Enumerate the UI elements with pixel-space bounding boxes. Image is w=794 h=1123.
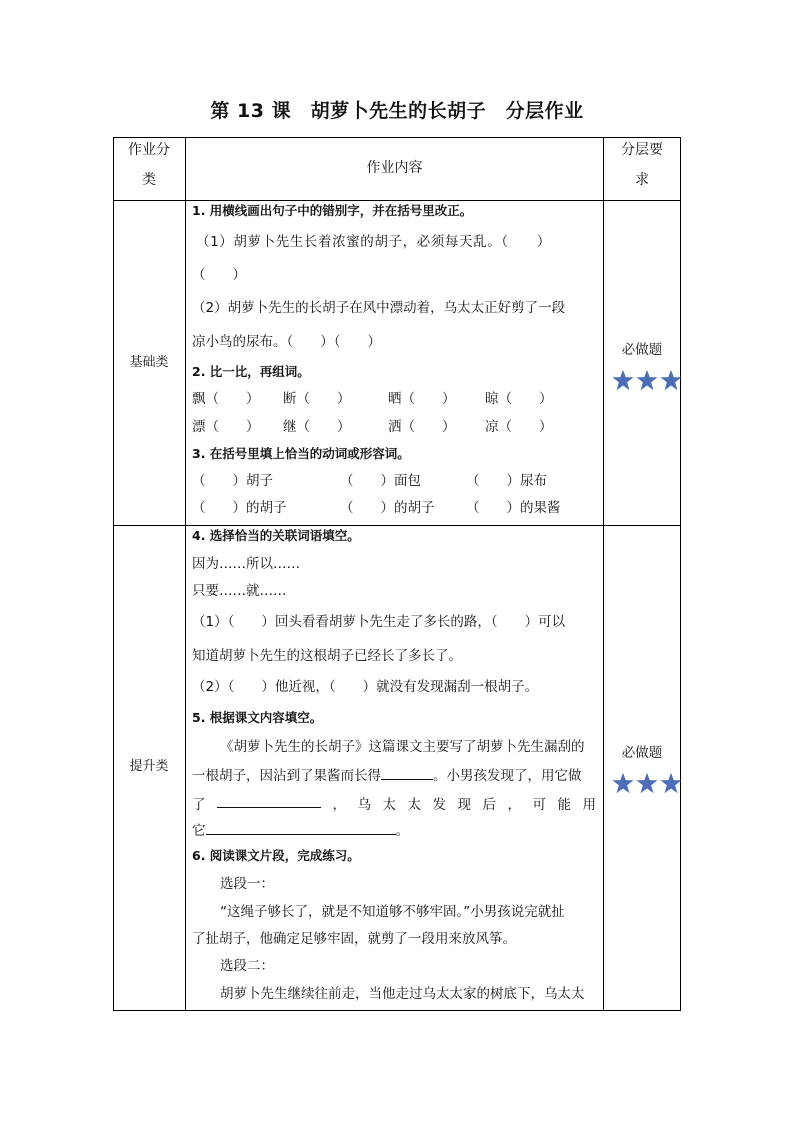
star-icon (660, 772, 682, 794)
header-col1-line1: 作业分 (128, 142, 170, 158)
fill-item: （ ）的胡子 (340, 500, 435, 516)
q1-sentence-1: （1）胡萝卜先生长着浓蜜的胡子，必须每天乱。（ ） (196, 234, 551, 250)
fill-blank[interactable] (206, 820, 396, 835)
excerpt-1-line-2: 了扯胡子，他确定足够牢固，就剪了一段用来放风筝。 (192, 931, 516, 947)
q5-char: 太 (382, 797, 396, 813)
q5-paragraph-line-3 (192, 793, 596, 813)
q5-char: 太 (407, 797, 421, 813)
q5-paragraph-line-2 (192, 765, 582, 785)
question-6: 6. 阅读课文片段，完成练习。 (192, 848, 360, 863)
q5-char: 它 (192, 823, 206, 839)
star-icon (636, 369, 658, 391)
question-4: 4. 选择恰当的关联词语填空。 (192, 528, 360, 543)
stars-advanced (612, 772, 684, 794)
compare-item: 晒（ ） (388, 391, 456, 407)
fill-item: （ ）尿布 (466, 473, 547, 489)
q5-char: 用 (582, 797, 596, 813)
excerpt-2-label: 选段二： (220, 958, 274, 974)
fill-item: （ ）胡子 (192, 473, 273, 489)
question-2: 2. 比一比，再组词。 (192, 364, 310, 379)
star-icon (660, 369, 682, 391)
star-icon (636, 772, 658, 794)
fill-item: （ ）的果酱 (466, 500, 561, 516)
header-col1 (113, 135, 185, 195)
header-col1-line2: 类 (142, 172, 156, 188)
category-advanced: 提升类 (129, 759, 169, 774)
star-icon (612, 369, 634, 391)
compare-item: 继（ ） (283, 419, 351, 435)
compare-item: 飘（ ） (192, 391, 260, 407)
q5-char: 发 (432, 797, 446, 813)
q5-char: ， (507, 797, 521, 813)
q4-sentence-1: （1）（ ）回头看看胡萝卜先生走了多长的路，（ ）可以 (192, 614, 566, 630)
category-basic: 基础类 (129, 355, 169, 370)
requirement-basic: 必做题 (621, 342, 663, 358)
q5-char: 乌 (357, 797, 371, 813)
q5-paragraph-line-4 (192, 820, 409, 840)
compare-item: 断（ ） (283, 391, 351, 407)
excerpt-2-line-1: 胡萝卜先生继续往前走，当他走过乌太太家的树底下，乌太太 (220, 986, 585, 1002)
header-col3 (604, 135, 680, 195)
conjunction-option-2: 只要……就…… (192, 583, 287, 599)
fill-blank[interactable] (217, 793, 321, 808)
excerpt-1-line-1: “这绳子够长了，就是不知道够不够牢固。”小男孩说完就扯 (220, 904, 565, 920)
conjunction-option-1: 因为……所以…… (192, 556, 300, 572)
question-3: 3. 在括号里填上恰当的动词或形容词。 (192, 446, 410, 461)
star-icon (612, 772, 634, 794)
q5-char: 了 (192, 797, 206, 813)
q5-char: 后 (482, 797, 496, 813)
compare-item: 凉（ ） (485, 419, 553, 435)
stars-basic (612, 369, 684, 391)
page-title: 第 13 课 胡萝卜先生的长胡子 分层作业 (210, 100, 584, 122)
fill-blank[interactable] (381, 765, 433, 780)
q5-char: 。 (395, 823, 409, 839)
compare-item: 晾（ ） (485, 391, 553, 407)
compare-item: 洒（ ） (388, 419, 456, 435)
requirement-advanced: 必做题 (621, 745, 663, 761)
q5-char: 可 (532, 797, 546, 813)
q1-sentence-2-cont: 凉小鸟的尿布。（ ）（ ） (192, 334, 381, 350)
fill-item: （ ）的胡子 (192, 500, 287, 516)
header-col2: 作业内容 (366, 160, 423, 176)
question-1: 1. 用横线画出句子中的错别字，并在括号里改正。 (192, 203, 473, 218)
q1-sentence-2: （2）胡萝卜先生的长胡子在风中漂动着，乌太太正好剪了一段 (192, 300, 566, 316)
q5-char: 能 (557, 797, 571, 813)
q1-blank: （ ） (192, 267, 246, 283)
header-col3-line1: 分层要 (621, 142, 663, 158)
q5-text: 一根胡子，因沾到了果酱而长得 (192, 768, 381, 784)
q4-sentence-1-cont: 知道胡萝卜先生的这根胡子已经长了多长了。 (192, 648, 462, 664)
q4-sentence-2: （2）（ ）他近视，（ ）就没有发现漏刮一根胡子。 (192, 679, 539, 695)
excerpt-1-label: 选段一： (220, 876, 274, 892)
q5-char: 现 (457, 797, 471, 813)
q5-paragraph-line-1: 《胡萝卜先生的长胡子》这篇课文主要写了胡萝卜先生漏刮的 (220, 739, 585, 755)
question-5: 5. 根据课文内容填空。 (192, 710, 323, 725)
q5-text: 。小男孩发现了，用它做 (433, 768, 582, 784)
compare-item: 漂（ ） (192, 419, 260, 435)
fill-item: （ ）面包 (340, 473, 421, 489)
header-col3-line2: 求 (635, 172, 649, 188)
q5-char: ， (332, 797, 346, 813)
